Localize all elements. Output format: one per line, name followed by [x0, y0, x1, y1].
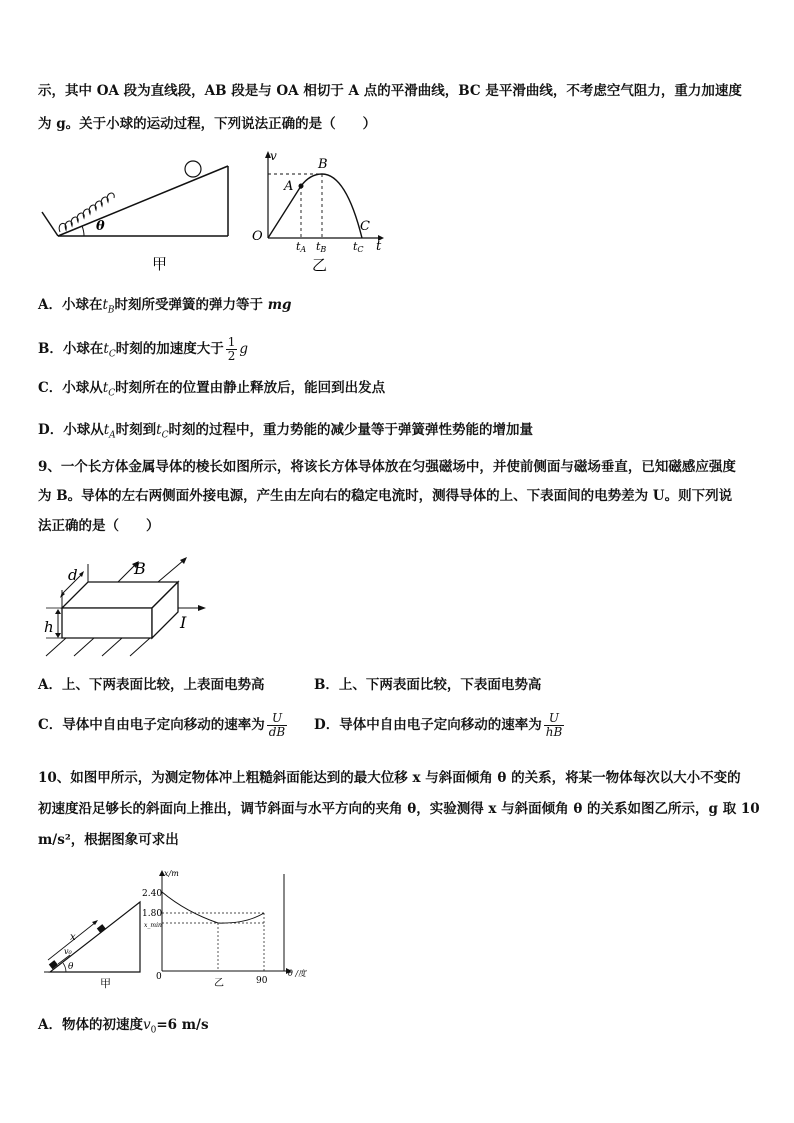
origin-label: O	[252, 229, 263, 244]
point-a-label: A	[284, 179, 294, 194]
tick-90: 90	[256, 976, 268, 986]
q10-text-line-3: m/s²，根据图象可求出	[38, 832, 179, 848]
tick-origin: 0	[156, 972, 162, 982]
q9-option-b[interactable]: B．上、下两表面比较，下表面电势高	[314, 677, 542, 693]
axis-v-label: v	[270, 149, 277, 163]
tick-tb-label: tB	[316, 240, 327, 254]
q10-figure-jia	[40, 880, 146, 990]
figure-caption-yi: 乙	[214, 978, 224, 989]
q9-figure-conductor	[38, 556, 218, 662]
theta-label: θ	[96, 219, 105, 234]
tick-x-min: x_min	[144, 922, 162, 929]
q10-text-line-1: 10、如图甲所示，为测定物体冲上粗糙斜面能达到的最大位移 x 与斜面倾角 θ 的关系，将某一物体每次以大小不变的	[38, 770, 741, 786]
point-b-label: B	[318, 157, 328, 172]
tick-ta-label: tA	[296, 240, 307, 254]
q10-figure-yi	[138, 866, 318, 992]
tick-1-80: 1.80	[142, 909, 163, 919]
q8-option-a[interactable]: A．小球在$t_B$时刻所受弹簧的弹力等于 mg	[38, 297, 292, 316]
q8-text-line-2: 为 g。关于小球的运动过程，下列说法正确的是（ ）	[38, 116, 377, 132]
point-c-label: C	[360, 219, 370, 234]
velocity-v0-label: v₀	[64, 947, 72, 956]
theta-label: θ	[68, 962, 74, 972]
x-axis-label: θ /度	[288, 969, 307, 978]
q8-option-b[interactable]: B．小球在$t_C$时刻的加速度大于 $\frac{1}{2}$ g	[38, 335, 249, 363]
fraction-u-over-db: $\frac{U}{dB}$	[268, 711, 286, 739]
q9-text-line-3: 法正确的是（ ）	[38, 518, 160, 534]
displacement-x-label: x	[70, 932, 76, 943]
figure-caption-jia: 甲	[152, 255, 168, 273]
q9-option-d[interactable]: D．导体中自由电子定向移动的速率为 $\frac{U}{hB}$	[314, 711, 563, 739]
q9-text-line-1: 9、一个长方体金属导体的棱长如图所示，将该长方体导体放在匀强磁场中，并使前侧面与磁场垂直，已知磁感应强度	[38, 459, 736, 475]
dimension-d-label: d	[68, 566, 78, 584]
q8-text-line-1: 示，其中 OA 段为直线段，AB 段是与 OA 相切于 A 点的平滑曲线，BC 是平滑曲线，不考虑空气阻力，重力加速度	[38, 83, 742, 99]
dimension-h-label: h	[44, 618, 54, 636]
q10-text-line-2: 初速度沿足够长的斜面向上推出，调节斜面与水平方向的夹角 θ，实验测得 x 与斜面倾角 θ 的关系如图乙所示，g 取 10	[38, 801, 760, 817]
fraction-one-half: $\frac{1}{2}$	[227, 335, 236, 363]
figure-caption-jia: 甲	[100, 977, 111, 990]
current-i-label: I	[180, 613, 187, 632]
q10-option-a[interactable]: A．物体的初速度$v_0=6$ m/s	[38, 1017, 209, 1036]
q9-option-c[interactable]: C．导体中自由电子定向移动的速率为 $\frac{U}{dB}$	[38, 711, 286, 739]
figure-caption-yi: 乙	[312, 256, 328, 274]
fraction-u-over-hb: $\frac{U}{hB}$	[545, 711, 563, 739]
tick-tc-label: tC	[353, 240, 364, 254]
q8-option-d[interactable]: D．小球从$t_A$时刻到$t_C$时刻的过程中，重力势能的减少量等于弹簧弹性势能的增加量	[38, 422, 533, 441]
q8-option-c[interactable]: C．小球从$t_C$时刻所在的位置由静止释放后，能回到出发点	[38, 380, 386, 399]
q9-text-line-2: 为 B。导体的左右两侧面外接电源，产生由左向右的稳定电流时，测得导体的上、下表面间的电势差为 U。则下列说	[38, 488, 733, 504]
axis-t-label: t	[376, 239, 382, 254]
y-axis-label: x/m	[164, 869, 179, 878]
q9-option-a[interactable]: A．上、下两表面比较，上表面电势高	[38, 677, 265, 693]
q8-figure-jia	[38, 152, 238, 274]
tick-2-40: 2.40	[142, 889, 163, 899]
magnetic-field-b-label: B	[134, 559, 146, 578]
q8-figure-yi	[248, 148, 388, 276]
